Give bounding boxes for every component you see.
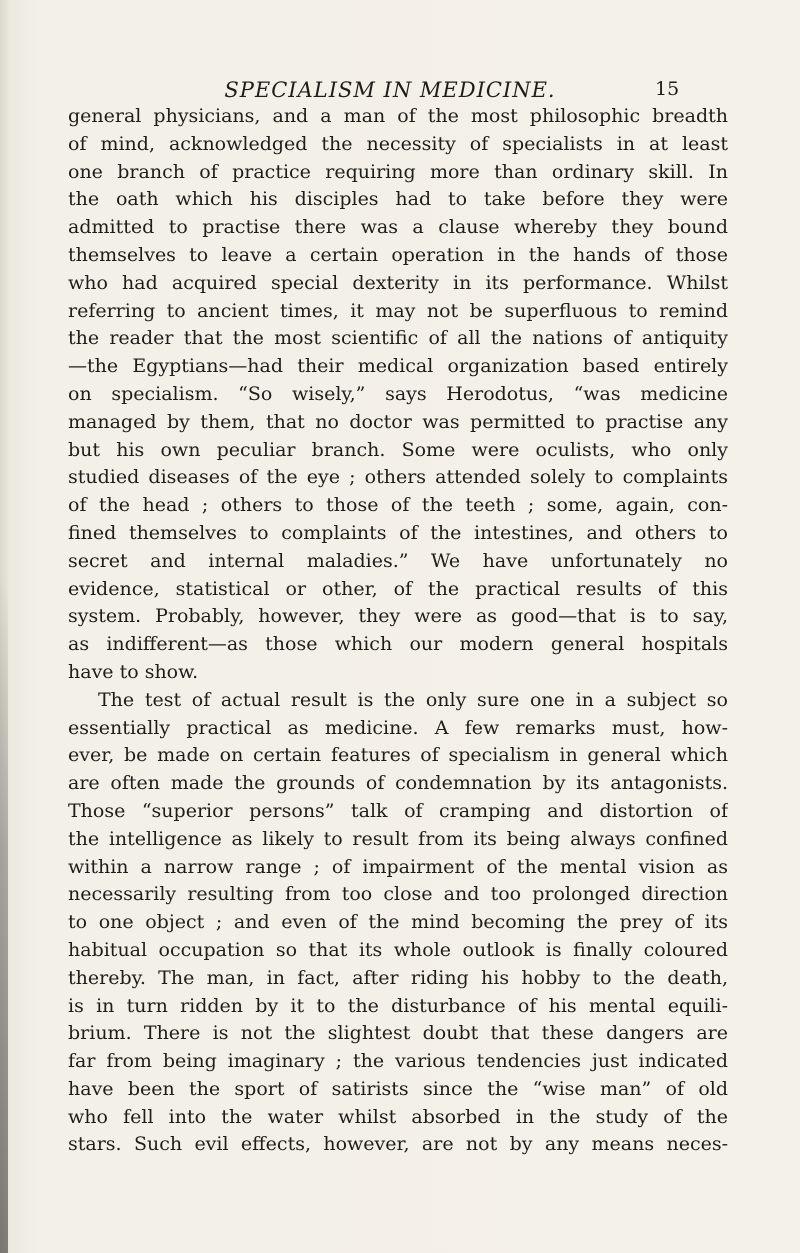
text-line: is in turn ridden by it to the disturbance of his mental equili- <box>68 994 728 1017</box>
text-line: as indifferent—as those which our modern general hospitals <box>68 633 728 656</box>
text-line: one branch of practice requiring more than ordinary skill. In <box>68 160 728 183</box>
text-line: of the head ; others to those of the teeth ; some, again, con- <box>68 494 728 517</box>
text-line: managed by them, that no doctor was permitted to practise any <box>68 410 728 433</box>
text-line: the reader that the most scientific of all the nations of antiquity <box>68 327 728 350</box>
text-line: secret and internal maladies.” We have unfortunately no <box>68 549 728 572</box>
text-line: the oath which his disciples had to take before they were <box>68 188 728 211</box>
text-line: studied diseases of the eye ; others attended solely to complaints <box>68 466 728 489</box>
text-line: Those “superior persons” talk of cramping and distortion of <box>68 799 728 822</box>
text-line: who fell into the water whilst absorbed in the study of the <box>68 1105 728 1128</box>
text-line: on specialism. “So wisely,” says Herodotus, “was medicine <box>68 382 728 405</box>
text-line: stars. Such evil effects, however, are not by any means neces- <box>68 1133 728 1156</box>
text-line: fined themselves to complaints of the intestines, and others to <box>68 521 728 544</box>
page-number: 15 <box>655 78 680 100</box>
text-line: general physicians, and a man of the most philosophic breadth <box>68 105 728 127</box>
text-line: have been the sport of satirists since the “wise man” of old <box>68 1077 728 1100</box>
paragraph-start-line: The test of actual result is the only sure one in a subject so <box>98 688 728 711</box>
text-line: to one object ; and even of the mind becoming the prey of its <box>68 911 728 934</box>
text-line: thereby. The man, in fact, after riding his hobby to the death, <box>68 966 728 989</box>
text-line: system. Probably, however, they were as good—that is to say, <box>68 605 728 628</box>
text-line: habitual occupation so that its whole outlook is finally coloured <box>68 938 728 961</box>
text-line: essentially practical as medicine. A few remarks must, how- <box>68 716 728 739</box>
text-line: themselves to leave a certain operation in the hands of those <box>68 243 728 266</box>
text-line: who had acquired special dexterity in its performance. Whilst <box>68 271 728 294</box>
binding-shadow <box>0 580 8 1253</box>
text-line: but his own peculiar branch. Some were oculists, who only <box>68 438 728 461</box>
text-line: referring to ancient times, it may not be superfluous to remind <box>68 299 728 322</box>
text-line: the intelligence as likely to result from its being always confined <box>68 827 728 850</box>
running-title: SPECIALISM IN MEDICINE. <box>224 78 556 102</box>
text-line: admitted to practise there was a clause whereby they bound <box>68 216 728 239</box>
text-line: necessarily resulting from too close and too prolonged direction <box>68 883 728 906</box>
text-line: are often made the grounds of condemnation by its antagonists. <box>68 772 728 795</box>
text-line: evidence, statistical or other, of the practical results of this <box>68 577 728 600</box>
text-line: —the Egyptians—had their medical organization based entirely <box>68 355 728 378</box>
text-line: brium. There is not the slightest doubt that these dangers are <box>68 1022 728 1045</box>
text-line: ever, be made on certain features of specialism in general which <box>68 744 728 767</box>
paragraph-end-line: have to show. <box>68 660 199 683</box>
text-line: within a narrow range ; of impairment of the mental vision as <box>68 855 728 878</box>
body-text <box>68 103 728 1159</box>
text-line: far from being imaginary ; the various tendencies just indicated <box>68 1050 728 1073</box>
text-line: of mind, acknowledged the necessity of specialists in at least <box>68 132 728 155</box>
